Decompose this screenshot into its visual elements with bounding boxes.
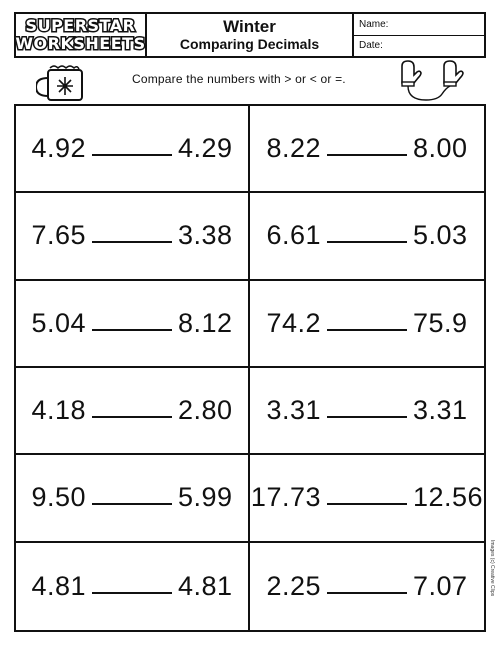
left-number: 74.2 — [266, 307, 321, 338]
problem-cell — [16, 543, 250, 630]
left-number: 4.92 — [31, 133, 86, 164]
problem-cell — [250, 543, 484, 630]
logo-line-1: SUPERSTAR — [25, 16, 136, 35]
date-field[interactable] — [354, 35, 484, 57]
hot-cocoa-mug-icon — [36, 64, 96, 104]
left-number: 7.65 — [31, 220, 86, 251]
mittens-icon — [394, 60, 484, 102]
image-credit: Images (c) Creative Clips — [489, 540, 495, 597]
left-number: 6.61 — [266, 220, 321, 251]
instructions: Compare the numbers with > or < or =. — [132, 72, 346, 86]
left-number: 8.22 — [266, 133, 321, 164]
problem-cell — [16, 106, 250, 193]
worksheet-title: Winter — [223, 17, 276, 36]
problem-cell — [250, 106, 484, 193]
answer-blank[interactable] — [327, 503, 407, 505]
problem-cell — [250, 455, 484, 542]
problem-cell — [16, 281, 250, 368]
answer-blank[interactable] — [92, 416, 172, 418]
problem-cell — [250, 368, 484, 455]
problem-cell — [250, 193, 484, 280]
answer-blank[interactable] — [327, 592, 407, 594]
left-number: 5.04 — [31, 307, 86, 338]
left-number: 17.73 — [250, 482, 321, 513]
answer-blank[interactable] — [92, 241, 172, 243]
answer-blank[interactable] — [92, 592, 172, 594]
answer-blank[interactable] — [327, 241, 407, 243]
right-number: 7.07 — [413, 570, 468, 601]
right-number: 12.56 — [413, 482, 484, 513]
right-number: 5.03 — [413, 220, 468, 251]
right-number: 4.29 — [178, 133, 233, 164]
name-field[interactable] — [354, 14, 484, 35]
problem-grid — [14, 104, 486, 632]
right-number: 8.12 — [178, 307, 233, 338]
instruction-row — [14, 58, 486, 102]
right-number: 75.9 — [413, 307, 468, 338]
right-number: 3.31 — [413, 395, 468, 426]
left-number: 3.31 — [266, 395, 321, 426]
left-number: 4.18 — [31, 395, 86, 426]
title-box — [147, 14, 354, 56]
left-number: 2.25 — [266, 570, 321, 601]
answer-blank[interactable] — [92, 154, 172, 156]
answer-blank[interactable] — [327, 154, 407, 156]
worksheet-subtitle: Comparing Decimals — [179, 36, 320, 52]
logo-line-2: WORKSHEETS — [15, 34, 146, 53]
superstar-worksheets-logo — [16, 14, 147, 56]
left-number: 4.81 — [31, 570, 86, 601]
left-number: 9.50 — [31, 482, 86, 513]
answer-blank[interactable] — [92, 503, 172, 505]
problem-cell — [16, 368, 250, 455]
answer-blank[interactable] — [92, 329, 172, 331]
answer-blank[interactable] — [327, 329, 407, 331]
name-date-box — [354, 14, 484, 56]
name-label: Name: — [359, 18, 389, 30]
problem-cell — [16, 455, 250, 542]
right-number: 2.80 — [178, 395, 233, 426]
date-label: Date: — [359, 40, 383, 52]
problem-cell — [250, 281, 484, 368]
answer-blank[interactable] — [327, 416, 407, 418]
right-number: 5.99 — [178, 482, 233, 513]
worksheet-header — [14, 12, 486, 58]
problem-cell — [16, 193, 250, 280]
right-number: 3.38 — [178, 220, 233, 251]
right-number: 4.81 — [178, 570, 233, 601]
right-number: 8.00 — [413, 133, 468, 164]
